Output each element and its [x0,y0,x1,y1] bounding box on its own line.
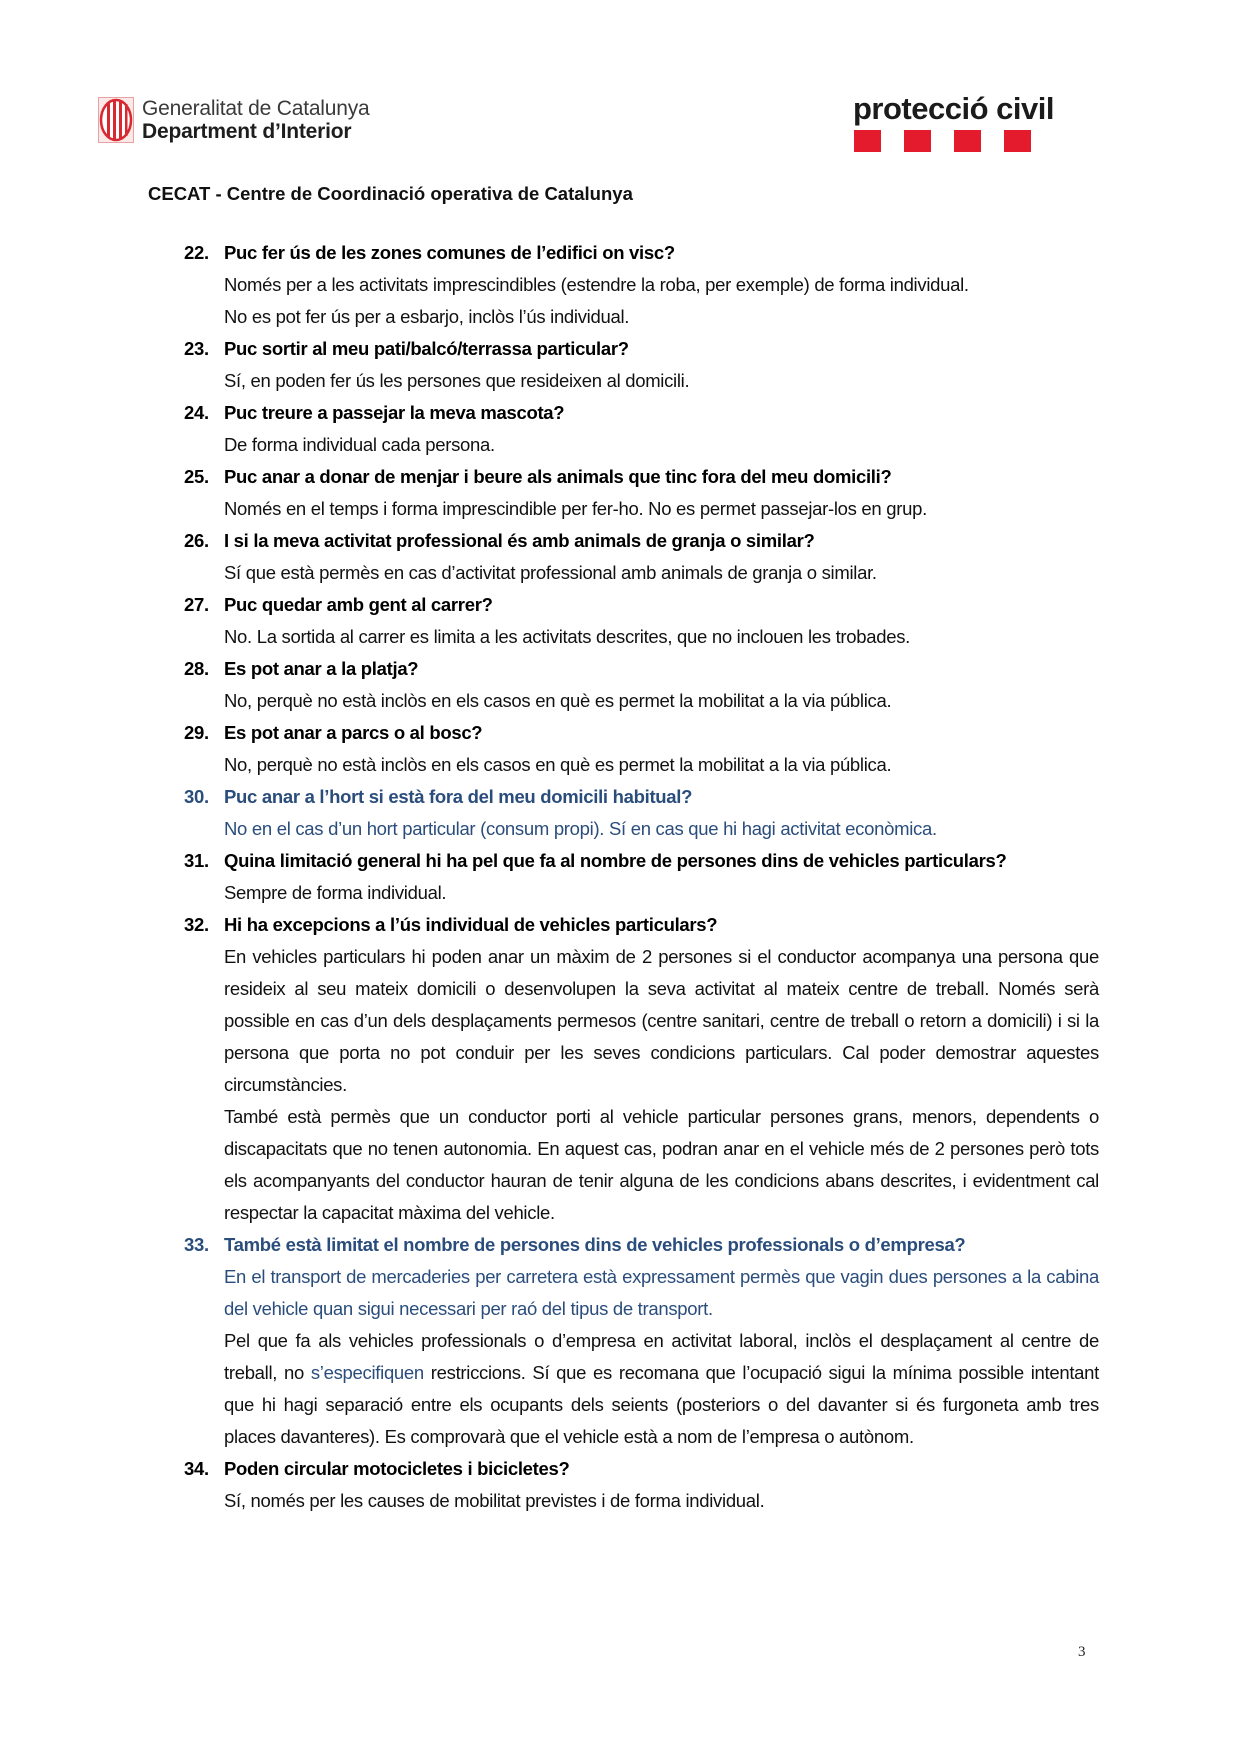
faq-answer [224,1325,1099,1453]
faq-answer: També està permès que un conductor porti al vehicle particular persones grans, menors, dependents o discapacitats que no tenen autonomia. En aquest cas, podran anar en el vehicle més de 2 persones però tots els acompanyants del conductor hauran de tenir alguna de les condicions abans descrites, i evidentment cal respectar la capacitat màxima del vehicle. [224,1106,1099,1223]
question-number: 27. [184,594,209,615]
question-number: 32. [184,914,209,935]
question-text: Puc anar a l’hort si està fora del meu domicili habitual? [224,786,693,807]
question-number: 29. [184,722,209,743]
question-text: Puc treure a passejar la meva mascota? [224,402,565,423]
faq-question-31 [184,845,1099,877]
question-number: 26. [184,530,209,551]
faq-question-25 [184,461,1099,493]
answer-text: Pel que fa als vehicles professionals o d’empresa en activitat laboral, inclòs el desplaçament al centre de treball, no [224,1330,1099,1383]
question-number: 22. [184,242,209,263]
question-text: Es pot anar a la platja? [224,658,419,679]
question-text: I si la meva activitat professional és amb animals de granja o similar? [224,530,815,551]
highlighted-word: s’especifiquen [310,1362,424,1383]
faq-question-34 [184,1453,1099,1485]
red-square-icon [1004,130,1031,152]
question-text: Puc fer ús de les zones comunes de l’edifici on visc? [224,242,675,263]
faq-question-22 [184,237,1099,269]
question-text: Puc sortir al meu pati/balcó/terrassa particular? [224,338,629,359]
page-number: 3 [1078,1644,1086,1660]
faq-answer: Sí, en poden fer ús les persones que resideixen al domicili. [224,370,690,391]
question-number: 23. [184,338,209,359]
faq-question-24 [184,397,1099,429]
question-number: 25. [184,466,209,487]
faq-answer: No, perquè no està inclòs en els casos en què es permet la mobilitat a la via pública. [224,754,892,775]
question-text: Es pot anar a parcs o al bosc? [224,722,483,743]
faq-answer: De forma individual cada persona. [224,434,495,455]
faq-answer: No, perquè no està inclòs en els casos en què es permet la mobilitat a la via pública. [224,690,892,711]
question-text: També està limitat el nombre de persones dins de vehicles professionals o d’empresa? [224,1234,966,1255]
question-number: 33. [184,1234,209,1255]
faq-answer: En vehicles particulars hi poden anar un màxim de 2 persones si el conductor acompanya una persona que resideix al seu mateix domicili o desenvolupen la seva activitat al mateix centre de treball. Només serà possible en cas d’un dels desplaçaments permesos (centre sanitari, centre de treball o retorn a domicili) i si la persona que porta no pot conduir per les seves condicions particulars. Cal poder demostrar aquestes circumstàncies. [224,946,1099,1095]
cecat-heading: CECAT - Centre de Coordinació operativa de Catalunya [148,183,633,204]
faq-answer: Només per a les activitats imprescindibles (estendre la roba, per exemple) de forma individual. [224,274,969,295]
faq-answer: Sí que està permès en cas d’activitat professional amb animals de granja o similar. [224,562,877,583]
faq-answer: No es pot fer ús per a esbarjo, inclòs l’ús individual. [224,306,630,327]
proteccio-civil-logo [853,92,1054,152]
faq-answer: Sempre de forma individual. [224,882,447,903]
faq-answer: Sí, només per les causes de mobilitat previstes i de forma individual. [224,1490,765,1511]
faq-question-28 [184,653,1099,685]
department-name: Department d’Interior [142,120,352,143]
faq-answer: Només en el temps i forma imprescindible per fer-ho. No es permet passejar-los en grup. [224,498,927,519]
generalitat-name: Generalitat de Catalunya [142,97,370,120]
question-number: 24. [184,402,209,423]
red-squares [854,130,1054,152]
faq-question-33 [184,1229,1099,1261]
question-number: 30. [184,786,209,807]
question-number: 31. [184,850,209,871]
question-text: Hi ha excepcions a l’ús individual de vehicles particulars? [224,914,718,935]
faq-list [184,237,1099,1517]
question-text: Puc quedar amb gent al carrer? [224,594,493,615]
red-square-icon [854,130,881,152]
faq-question-32 [184,909,1099,941]
faq-answer: No. La sortida al carrer es limita a les activitats descrites, que no inclouen les trobades. [224,626,911,647]
proteccio-civil-wordmark: protecció civil [853,91,1054,126]
faq-question-27 [184,589,1099,621]
question-text: Quina limitació general hi ha pel que fa al nombre de persones dins de vehicles particulars? [224,850,1007,871]
catalan-coat-of-arms-icon [98,97,134,143]
question-number: 34. [184,1458,209,1479]
question-number: 28. [184,658,209,679]
generalitat-logo [98,97,370,143]
faq-question-30 [184,781,1099,813]
faq-question-23 [184,333,1099,365]
faq-question-26 [184,525,1099,557]
answer-text: restriccions. Sí que es recomana que l’ocupació sigui la mínima possible intentant que hi hagi separació entre els ocupants dels seients (posteriors o del davanter si és furgoneta amb tres places davanteres). Es comprovarà que el vehicle està a nom de l’empresa o autònom. [224,1362,1099,1447]
red-square-icon [954,130,981,152]
faq-answer: No en el cas d’un hort particular (consum propi). Sí en cas que hi hagi activitat econòmica. [224,818,937,839]
faq-question-29 [184,717,1099,749]
faq-answer: En el transport de mercaderies per carretera està expressament permès que vagin dues persones a la cabina del vehicle quan sigui necessari per raó del tipus de transport. [224,1266,1099,1319]
question-text: Puc anar a donar de menjar i beure als animals que tinc fora del meu domicili? [224,466,892,487]
question-text: Poden circular motocicletes i bicicletes? [224,1458,570,1479]
red-square-icon [904,130,931,152]
